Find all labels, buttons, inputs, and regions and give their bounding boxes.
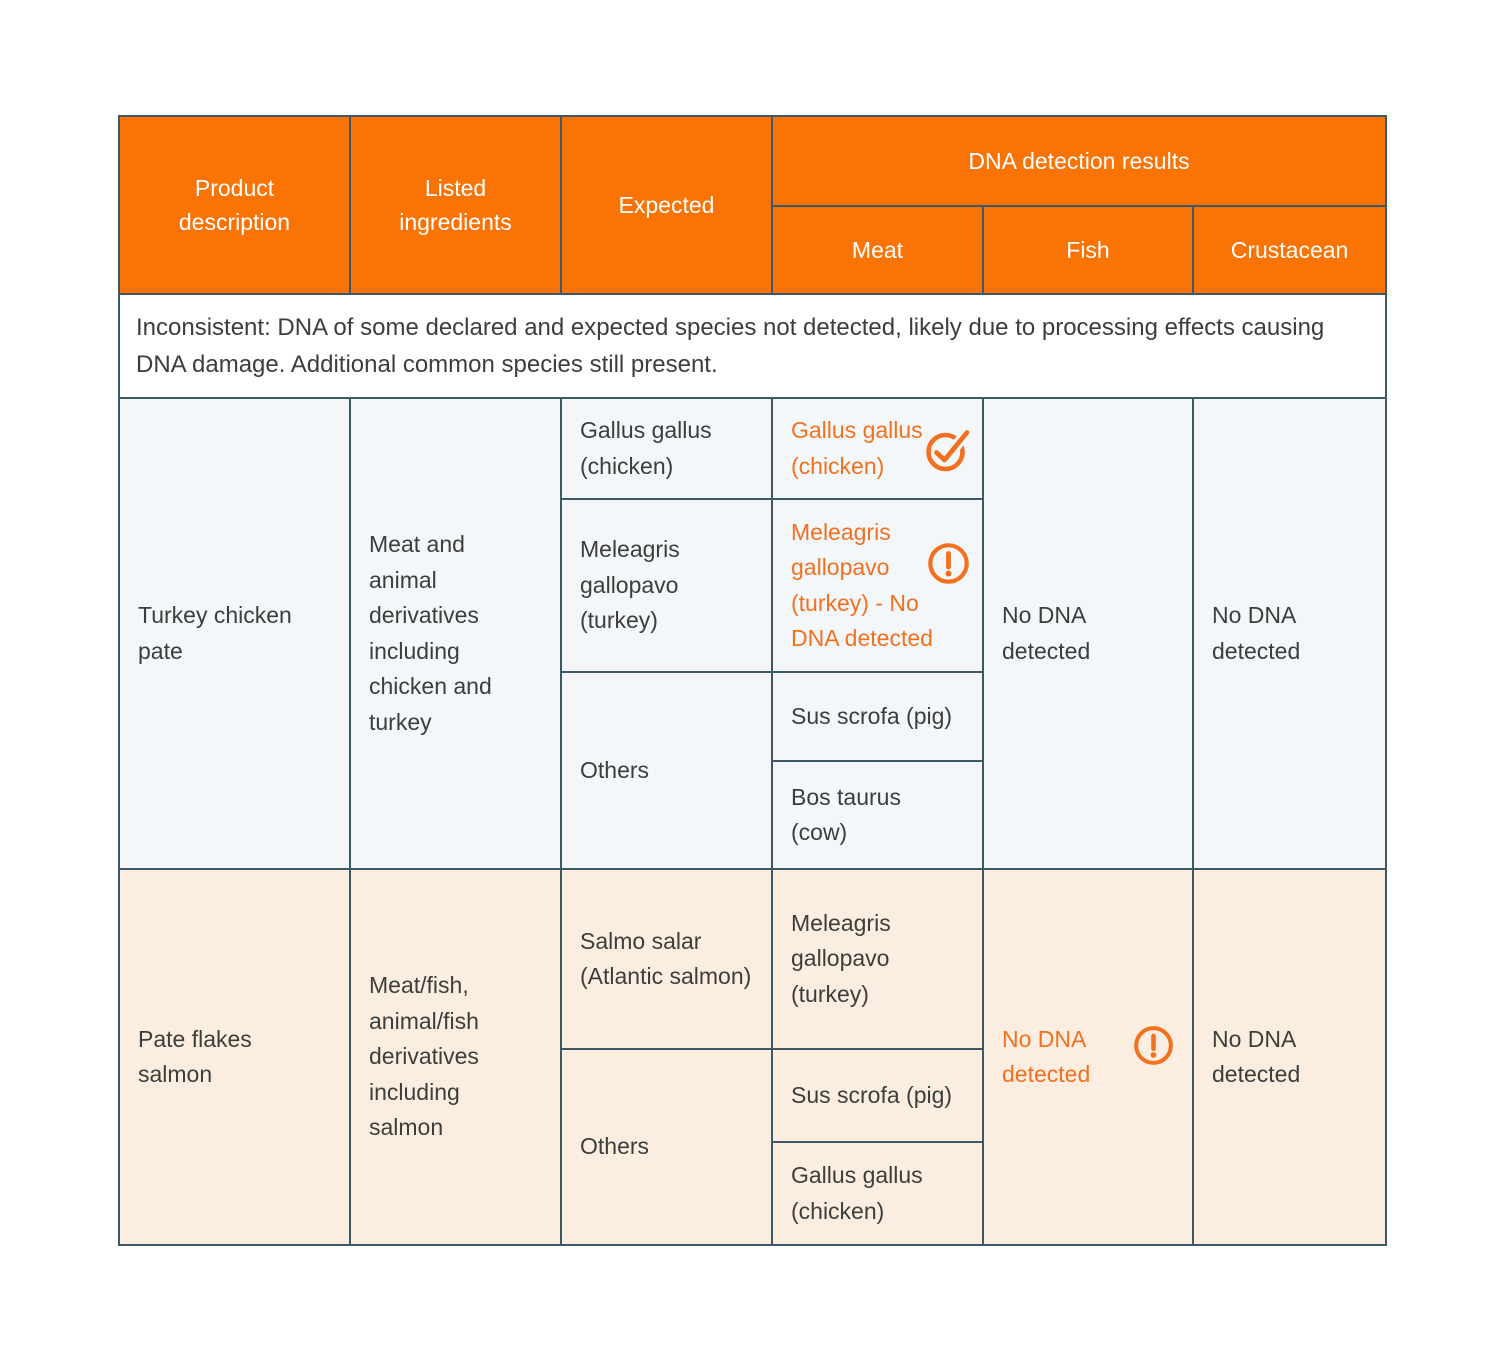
fish-result-cell: No DNA detected: [983, 869, 1193, 1245]
expected-cell: Gallus gallus (chicken): [561, 398, 772, 499]
table-row: [119, 398, 1386, 499]
header-crustacean: Crustacean: [1193, 206, 1386, 294]
table-row: [119, 869, 1386, 1049]
header-fish: Fish: [983, 206, 1193, 294]
dna-detection-table: [118, 115, 1385, 1246]
expected-cell: Salmo salar (Atlantic salmon): [561, 869, 772, 1049]
crustacean-result-cell: No DNA detected: [1193, 398, 1386, 869]
table-caption: Inconsistent: DNA of some declared and expected species not detected, likely due to processing effects causing DNA damage. Additional common species still present.: [119, 294, 1386, 398]
ingredients-cell: Meat/fish, animal/fish derivatives including salmon: [350, 869, 561, 1245]
product-cell: Turkey chicken pate: [119, 398, 350, 869]
header-listed-ingredients: Listed ingredients: [350, 116, 561, 294]
exclamation-circle-icon: [927, 542, 970, 585]
product-cell: Pate flakes salmon: [119, 869, 350, 1245]
expected-cell: Meleagris gallopavo (turkey): [561, 499, 772, 672]
table-row: [119, 116, 1386, 206]
meat-result-cell: Meleagris gallopavo (turkey): [772, 869, 983, 1049]
expected-cell: Others: [561, 672, 772, 869]
header-dna-detection-results: DNA detection results: [772, 116, 1386, 206]
header-product-description: Product description: [119, 116, 350, 294]
meat-result-cell: Bos taurus (cow): [772, 761, 983, 869]
meat-result-cell: Meleagris gallopavo (turkey) - No DNA detected: [772, 499, 983, 672]
table-row: [119, 294, 1386, 398]
meat-result-cell: Sus scrofa (pig): [772, 1049, 983, 1142]
header-meat: Meat: [772, 206, 983, 294]
fish-result-cell: No DNA detected: [983, 398, 1193, 869]
exclamation-circle-icon: [1133, 1025, 1174, 1066]
header-expected: Expected: [561, 116, 772, 294]
check-circle-icon: [924, 426, 972, 472]
ingredients-cell: Meat and animal derivatives including chicken and turkey: [350, 398, 561, 869]
meat-result-cell: Gallus gallus (chicken): [772, 398, 983, 499]
expected-cell: Others: [561, 1049, 772, 1245]
meat-result-cell: Sus scrofa (pig): [772, 672, 983, 761]
crustacean-result-cell: No DNA detected: [1193, 869, 1386, 1245]
meat-result-cell: Gallus gallus (chicken): [772, 1142, 983, 1245]
